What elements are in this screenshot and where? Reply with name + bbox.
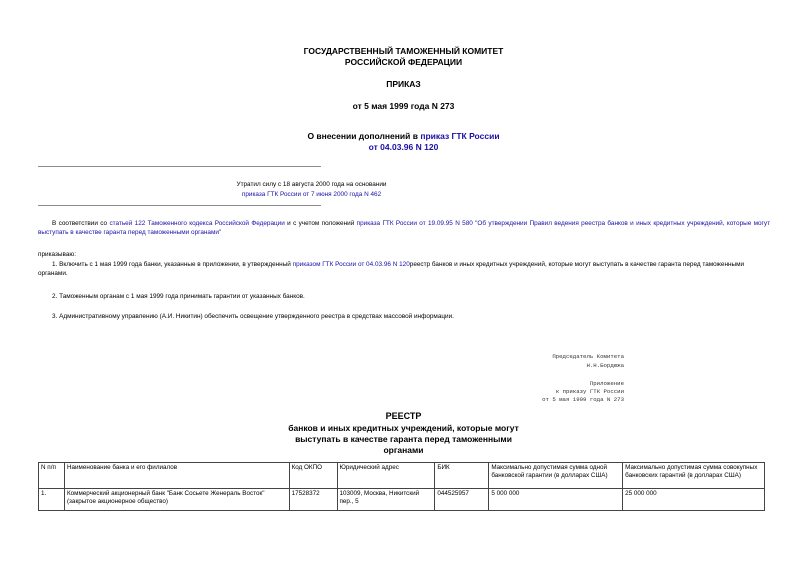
header-max-single: Максимально допустимая сумма одной банковской гарантии (в долларах США) — [489, 463, 623, 489]
header-okpo: Код ОКПО — [289, 463, 337, 489]
doc-subject-line2 — [0, 142, 807, 152]
status-link-line — [38, 190, 585, 199]
org-name-line2: РОССИЙСКОЙ ФЕДЕРАЦИИ — [344, 57, 463, 67]
cell-address: 103009, Москва, Никитский пер., 5 — [337, 489, 435, 511]
order-item-3: 3. Административному управлению (А.И. Никитин) обеспечить освещение утвержденного реестра в средствах массовой информации. — [52, 313, 454, 320]
order-item-2: 2. Таможенным органам с 1 мая 1999 года принимать гарантии от указанных банков. — [52, 293, 305, 300]
table-row — [39, 489, 765, 511]
signature-name: Н.Н.Бордюжа — [586, 362, 624, 369]
cell-bank-name: Коммерческий акционерный банк "Банк Сосьете Женераль Восток" (закрытое акционерное общество) — [64, 489, 289, 511]
item1-suffix: реестр банков и иных кредитных учреждений, которые могут выступать в качестве гаранта перед таможенными органами. — [38, 261, 745, 277]
intro-paragraph — [38, 219, 770, 237]
registry-title: РЕЕСТР — [385, 411, 422, 421]
divider-top — [38, 166, 321, 167]
header-bik: БИК — [435, 463, 489, 489]
header-address: Юридический адрес — [337, 463, 435, 489]
appendix-order-date: от 5 мая 1999 года N 273 — [542, 396, 624, 403]
subject-prefix: О внесении дополнений в — [307, 131, 421, 141]
registry-subtitle-line3: органами — [383, 445, 424, 455]
customs-code-link[interactable]: статьей 122 Таможенного кодекса Российской Федерации — [109, 220, 285, 227]
cell-okpo: 17528372 — [289, 489, 337, 511]
cell-num: 1. — [39, 489, 65, 511]
doc-subject-line1 — [0, 131, 807, 141]
table-header-row — [39, 463, 765, 489]
org-name-line1: ГОСУДАРСТВЕННЫЙ ТАМОЖЕННЫЙ КОМИТЕТ — [303, 46, 504, 56]
order-580-link[interactable]: приказа ГТК России от 19.09.95 N 580 "Об утверждении Правил ведения реестра банков и иных кредитных учреждений, которые могут выступать в качестве гаранта перед таможенными органами" — [38, 220, 771, 236]
signature-title: Председатель Комитета — [552, 353, 624, 360]
intro-middle: и с учетом положений — [284, 220, 357, 227]
cell-bik: 044525957 — [435, 489, 489, 511]
header-num: N п/п — [39, 463, 65, 489]
divider-bottom — [38, 205, 321, 206]
header-max-total: Максимально допустимая сумма совокупных банковских гарантий (в долларах США) — [623, 463, 765, 489]
order-word: приказываю: — [38, 251, 76, 258]
subject-order-link[interactable]: приказ ГТК России — [420, 131, 500, 141]
appendix-label: Приложение — [589, 380, 624, 387]
order-item-1 — [38, 260, 770, 278]
registry-table — [38, 462, 765, 511]
repeal-order-link[interactable]: приказа ГТК России от 7 июня 2000 года N 462 — [241, 191, 382, 198]
cell-max-total: 25 000 000 — [623, 489, 765, 511]
registry-subtitle-line2: выступать в качестве гаранта перед таможенными — [295, 434, 512, 444]
subject-order-date-link[interactable]: от 04.03.96 N 120 — [368, 142, 439, 152]
intro-prefix: В соответствии со — [52, 220, 110, 227]
status-note: Утратил силу с 18 августа 2000 года на основании — [236, 181, 387, 188]
appendix-order-ref: к приказу ГТК России — [555, 388, 624, 395]
registry-subtitle-line1: банков и иных кредитных учреждений, которые могут — [288, 423, 519, 433]
doc-type: ПРИКАЗ — [386, 79, 421, 89]
doc-date: от 5 мая 1999 года N 273 — [352, 101, 455, 111]
item1-prefix: 1. Включить с 1 мая 1999 года банки, указанные в приложении, в утвержденный — [52, 261, 293, 268]
cell-max-single: 5 000 000 — [489, 489, 623, 511]
order-120-link[interactable]: приказом ГТК России от 04.03.96 N 120 — [292, 261, 410, 268]
header-bank-name: Наименование банка и его филиалов — [64, 463, 289, 489]
